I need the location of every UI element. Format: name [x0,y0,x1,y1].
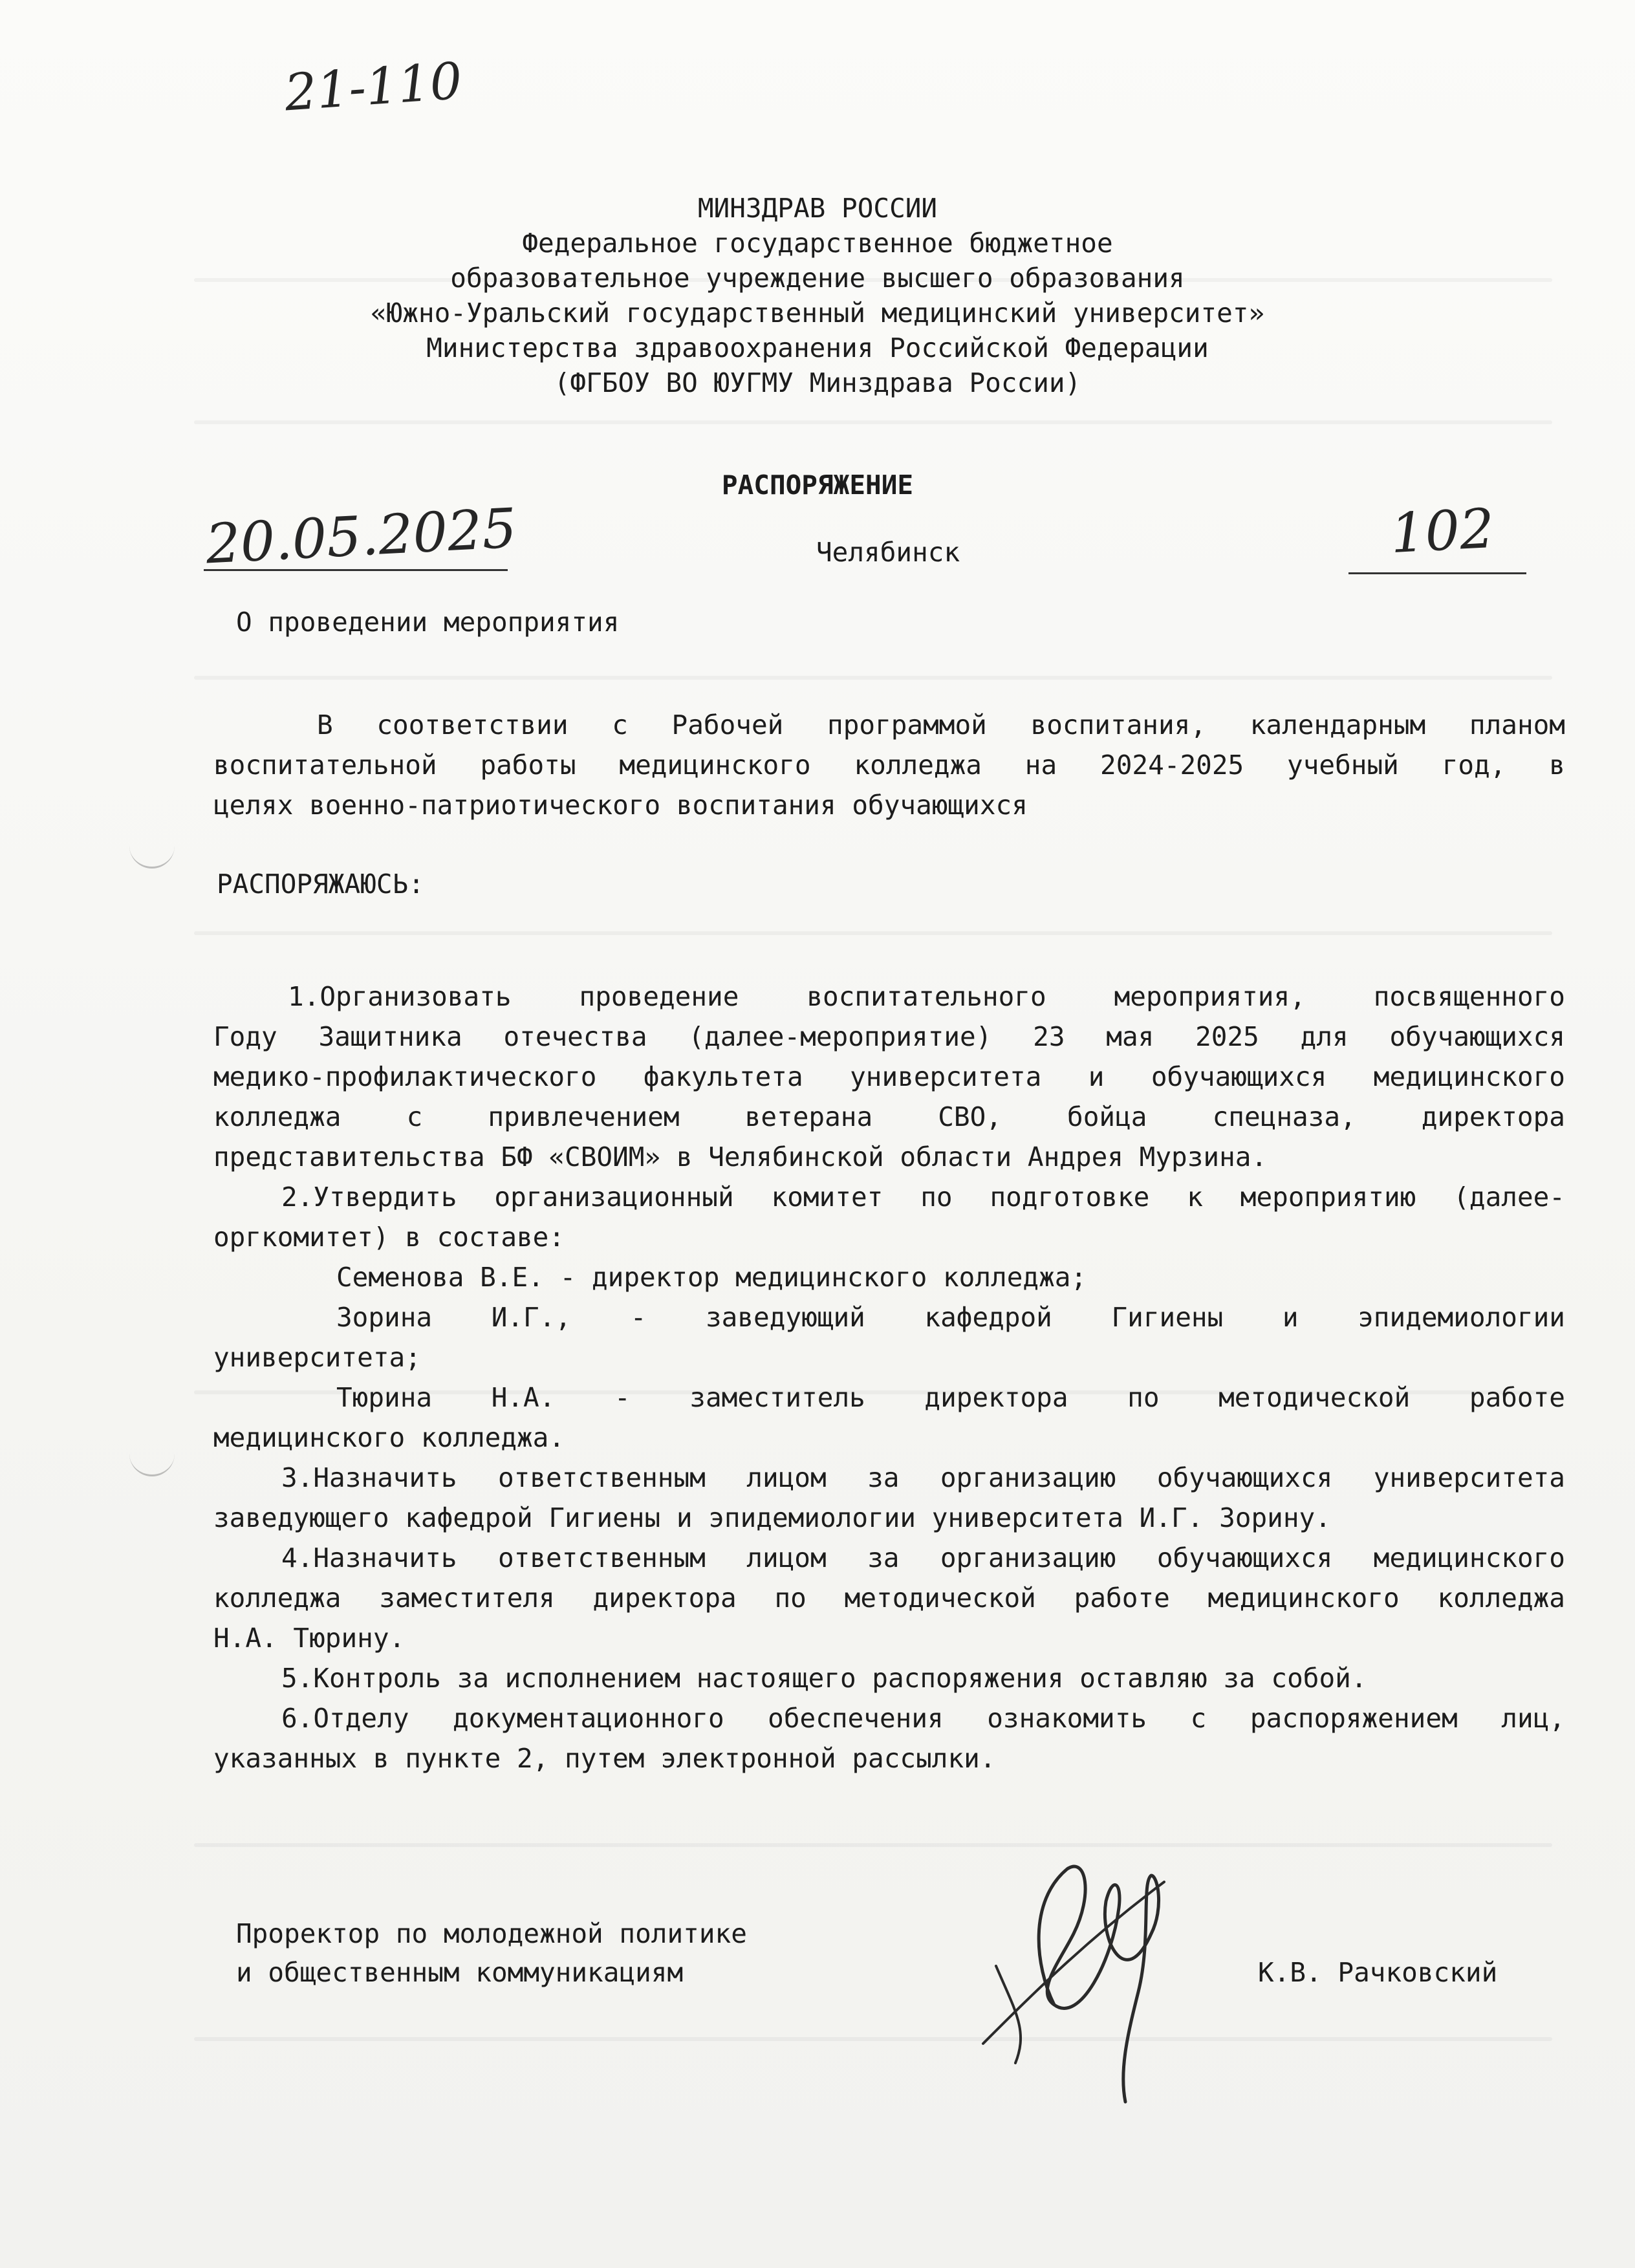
date-underline [204,569,508,571]
committee-member: Зорина И.Г., - заведующий кафедрой Гигиены и эпидемиологии [336,1302,1565,1333]
item-line: оргкомитет) в составе: [213,1222,565,1253]
bleed-through [194,676,1552,680]
item-line: колледжа с привлечением ветерана СВО, бойца спецназа, директора [213,1101,1565,1132]
handwritten-signature [957,1798,1203,2108]
item-line: медико-профилактического факультета университета и обучающихся медицинского [213,1061,1565,1092]
item-line: 3.Назначить ответственным лицом за организацию обучающихся университета [281,1462,1565,1493]
org-line-1: Федеральное государственное бюджетное [522,228,1113,259]
bleed-through [194,1843,1552,1847]
ministry-name: МИНЗДРАВ РОССИИ [697,193,938,224]
org-line-3: «Южно-Уральский государственный медицинский университет» [370,297,1265,329]
item-line: 6.Отделу документационного обеспечения ознакомить с распоряжением лиц, [281,1703,1565,1734]
item-line: указанных в пункте 2, путем электронной рассылки. [213,1743,996,1774]
item-line: колледжа заместителя директора по методической работе медицинского колледжа [213,1582,1565,1614]
bleed-through [194,2037,1552,2041]
number-underline [1348,572,1526,574]
order-heading: РАСПОРЯЖАЮСЬ: [217,869,424,900]
punch-hole-mark [129,841,175,869]
committee-member: Семенова В.Е. - директор медицинского колледжа; [336,1262,1087,1293]
preamble-line: воспитательной работы медицинского колледжа на 2024-2025 учебный год, в [213,750,1565,781]
org-line-2: образовательное учреждение высшего образования [450,263,1185,294]
punch-hole-mark [129,1449,175,1476]
city: Челябинск [816,537,960,568]
item-line: Н.А. Тюрину. [213,1623,406,1654]
item-line: 4.Назначить ответственным лицом за организацию обучающихся медицинского [281,1542,1565,1573]
signatory-title-line: и общественным коммуникациям [236,1957,684,1988]
committee-member: медицинского колледжа. [213,1422,565,1453]
committee-member: Тюрина Н.А. - заместитель директора по методической работе [336,1382,1565,1413]
signatory-name: К.В. Рачковский [1258,1957,1498,1988]
handwritten-date: 20.05.2025 [204,496,519,576]
handwritten-number: 102 [1389,496,1496,566]
item-line: заведующего кафедрой Гигиены и эпидемиологии университета И.Г. Зорину. [213,1502,1331,1533]
item-line: Году Защитника отечества (далее-мероприятие) 23 мая 2025 для обучающихся [213,1021,1565,1052]
preamble-line: В соответствии с Рабочей программой воспитания, календарным планом [317,709,1565,740]
committee-member: университета; [213,1342,421,1373]
document-type: РАСПОРЯЖЕНИЕ [721,470,914,501]
bleed-through [194,931,1552,935]
org-line-5: (ФГБОУ ВО ЮУГМУ Минздрава России) [554,367,1081,398]
subject: О проведении мероприятия [236,607,620,638]
signatory-title-line: Проректор по молодежной политике [236,1918,747,1949]
bleed-through [194,420,1552,424]
item-line: 5.Контроль за исполнением настоящего распоряжения оставляю за собой. [281,1663,1367,1694]
item-line: представительства БФ «СВОИМ» в Челябинской области Андрея Мурзина. [213,1141,1268,1172]
item-line: 1.Организовать проведение воспитательного мероприятия, посвященного [288,981,1565,1012]
item-line: 2.Утвердить организационный комитет по подготовке к мероприятию (далее- [281,1182,1565,1213]
org-line-4: Министерства здравоохранения Российской Федерации [426,332,1209,363]
preamble-line: целях военно-патриотического воспитания обучающихся [213,790,1028,821]
handwritten-note: 21-110 [283,52,464,123]
